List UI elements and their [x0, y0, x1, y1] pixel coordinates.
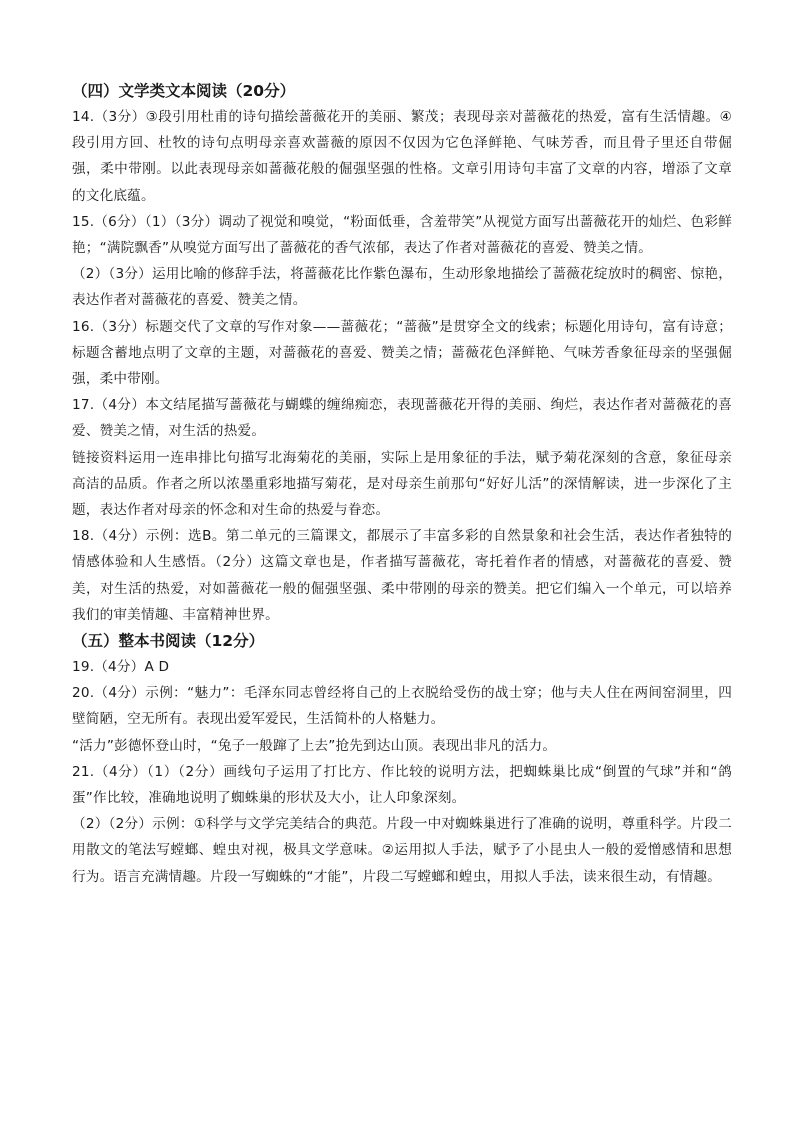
answer-21-part-2: （2）（2分）示例：①科学与文学完美结合的典范。片段一中对蜘蛛巢进行了准确的说明，尊重科学。片段二用散文的笔法写螳螂、蝗虫对视，极具文学意味。②运用拟人手法，赋予了小昆虫人一般的爱憎感情和思想行为。语言充满情趣。片段一写蜘蛛的“才能”，片段二写螳螂和蝗虫，用拟人手法，读来很生动，有情趣。 [72, 816, 732, 885]
answer-14: 14.（3分）③段引用杜甫的诗句描绘蔷薇花开的美丽、繁茂；表现母亲对蔷薇花的热爱，富有生活情趣。④段引用方回、杜牧的诗句点明母亲喜欢蔷薇的原因不仅因为它色泽鲜艳、气味芳香，而且骨子里还自带倔强，柔中带刚。以此表现母亲如蔷薇花般的倔强坚强的性格。文章引用诗句丰富了文章的内容，增添了文章的文化底蕴。 [72, 109, 732, 204]
section-heading-literary-reading: （四）文学类文本阅读（20分） [72, 82, 296, 100]
answer-18: 18.（4分）示例：选B。第二单元的三篇课文，都展示了丰富多彩的自然景象和社会生活，表达作者独特的情感体验和人生感悟。（2分）这篇文章也是，作者描写蔷薇花，寄托着作者的情感，对蔷薇花的喜爱、赞美，对生活的热爱，对如蔷薇花一般的倔强坚强、柔中带刚的母亲的赞美。把它们编入一个单元，可以培养我们的审美情趣、丰富精神世界。 [72, 528, 732, 623]
answer-19: 19.（4分）A D [72, 659, 170, 676]
answer-15-part-2: （2）（3分）运用比喻的修辞手法，将蔷薇花比作紫色瀑布，生动形象地描绘了蔷薇花绽放时的稠密、惊艳，表达作者对蔷薇花的喜爱、赞美之情。 [72, 266, 732, 309]
answer-17: 17.（4分）本文结尾描写蔷薇花与蝴蝶的缠绵痴恋，表现蔷薇花开得的美丽、绚烂，表达作者对蔷薇花的喜爱、赞美之情，对生活的热爱。 [72, 397, 732, 440]
answer-17-linked-material: 链接资料运用一连串排比句描写北海菊花的美丽，实际上是用象征的手法，赋予菊花深刻的含意，象征母亲高洁的品质。作者之所以浓墨重彩地描写菊花，是对母亲生前那句“好好儿活”的深情解读，进一步深化了主题，表达作者对母亲的怀念和对生命的热爱与眷恋。 [72, 449, 732, 519]
section-literary-reading [72, 78, 732, 628]
answer-15-part-1: 15.（6分）（1）（3分）调动了视觉和嗅觉，“粉面低垂，含羞带笑”从视觉方面写出蔷薇花开的灿烂、色彩鲜艳；“满院飘香”从嗅觉方面写出了蔷薇花的香气浓郁，表达了作者对蔷薇花的喜爱、赞美之情。 [72, 213, 732, 257]
answer-16: 16.（3分）标题交代了文章的写作对象——蔷薇花；“蔷薇”是贯穿全文的线索；标题化用诗句，富有诗意；标题含蓄地点明了文章的主题，对蔷薇花的喜爱、赞美之情；蔷薇花色泽鲜艳、气味芳香象征母亲的坚强倔强，柔中带刚。 [72, 318, 732, 388]
section-heading-whole-book-reading: （五）整本书阅读（12分） [72, 632, 265, 651]
answer-20: 20.（4分）示例：“魅力”：毛泽东同志曾经将自己的上衣脱给受伤的战士穿；他与夫人住在两间窑洞里，四壁简陋，空无所有。表现出爱军爱民，生活简朴的人格魅力。 [72, 685, 732, 728]
answer-21-part-1: 21.（4分）（1）（2分）画线句子运用了打比方、作比较的说明方法，把蜘蛛巢比成“倒置的气球”并和“鸽蛋”作比较，准确地说明了蜘蛛巢的形状及大小，让人印象深刻。 [72, 763, 732, 807]
answer-20-vitality: “活力”彭德怀登山时，“兔子一般蹿了上去”抢先到达山顶。表现出非凡的活力。 [72, 737, 557, 754]
document-body [72, 78, 732, 890]
section-whole-book-reading [72, 628, 732, 890]
